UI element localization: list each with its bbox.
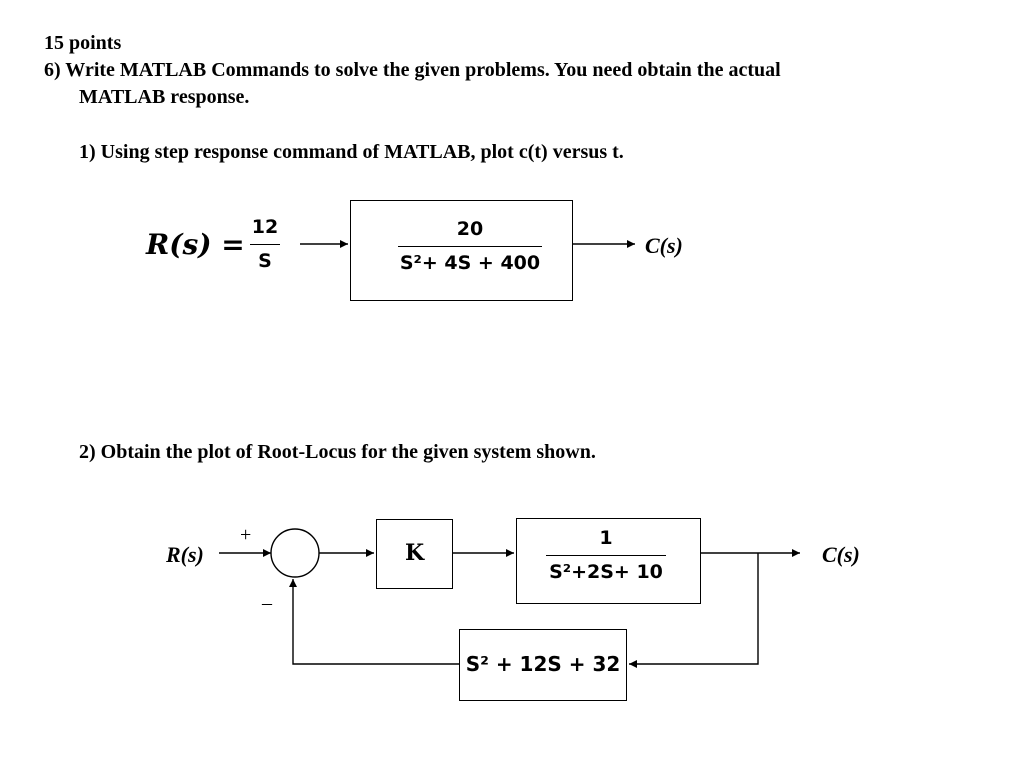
summing-plus-sign: + bbox=[240, 524, 252, 546]
part1-title: 1) Using step response command of MATLAB, plot c(t) versus t. bbox=[79, 141, 624, 163]
gain-label: K bbox=[404, 540, 425, 566]
feedback-transfer-function: S² + 12S + 32 bbox=[465, 652, 621, 676]
question-text-continued: MATLAB response. bbox=[79, 86, 250, 108]
summing-junction bbox=[271, 529, 319, 577]
part1-input-numerator: 12 bbox=[251, 216, 279, 238]
part1-tf-numerator: 20 bbox=[456, 218, 484, 240]
part2-input-label: R(s) bbox=[166, 542, 204, 567]
plant-denominator: S²+2S+ 10 bbox=[549, 561, 663, 583]
part2-title: 2) Obtain the plot of Root-Locus for the given system shown. bbox=[79, 441, 596, 463]
points-label: 15 points bbox=[44, 32, 122, 54]
summing-minus-sign: – bbox=[262, 592, 272, 614]
part2-output-label: C(s) bbox=[822, 542, 860, 567]
feedback-pickoff-line bbox=[629, 553, 758, 664]
part1-output-label: C(s) bbox=[645, 233, 683, 258]
question-text: 6) Write MATLAB Commands to solve the given problems. You need obtain the actual bbox=[44, 59, 781, 81]
plant-numerator: 1 bbox=[599, 527, 613, 549]
part1-input-denominator: S bbox=[258, 250, 272, 272]
part1-tf-denominator: S²+ 4S + 400 bbox=[399, 252, 541, 274]
part1-input-label: R(s) = bbox=[146, 228, 245, 261]
feedback-return-line bbox=[293, 579, 459, 664]
